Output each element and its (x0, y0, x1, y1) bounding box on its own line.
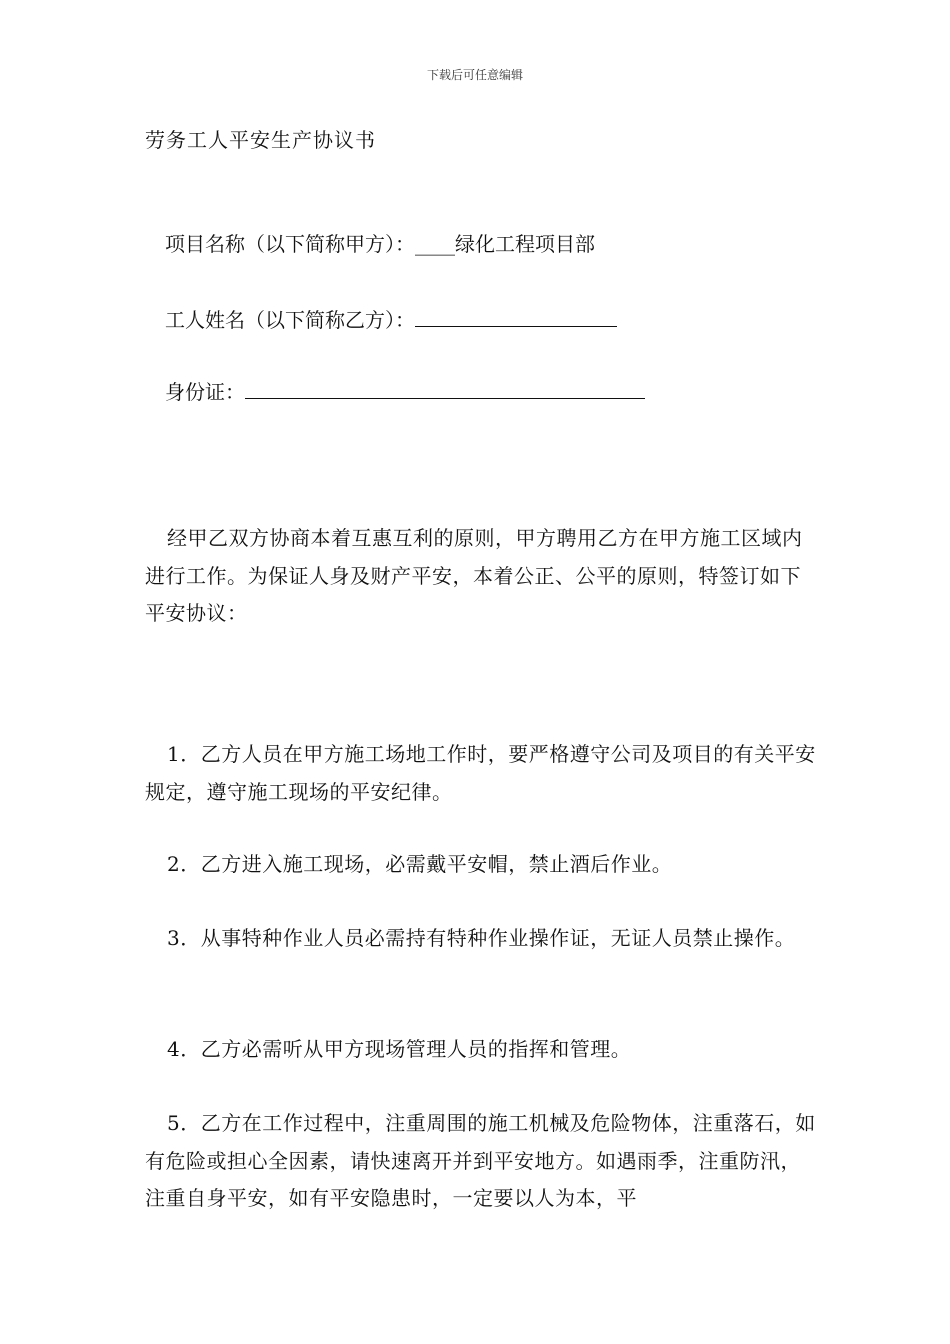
page-header-note: 下载后可任意编辑 (426, 68, 523, 82)
id-card-label: 身份证： (165, 380, 245, 404)
worker-name-blank (415, 304, 617, 327)
clause-1: 1．乙方人员在甲方施工场地工作时，要严格遵守公司及项目的有关平安规定，遵守施工现场的平安纪律。 (145, 742, 816, 804)
project-name-label: 项目名称（以下简称甲方）： (165, 232, 415, 256)
clause-2: 2．乙方进入施工现场，必需戴平安帽，禁止酒后作业。 (167, 852, 673, 876)
project-name-field (165, 229, 595, 259)
clause-5: 5．乙方在工作过程中，注重周围的施工机械及危险物体，注重落石，如有危险或担心全因素，请快速离开并到平安地方。如遇雨季，注重防汛，注重自身平安，如有平安隐患时，一定要以人为本，平 (145, 1111, 816, 1210)
document-title: 劳务工人平安生产协议书 (145, 128, 376, 152)
project-name-value: 绿化工程项目部 (455, 232, 595, 256)
id-card-field (165, 376, 645, 407)
worker-name-label: 工人姓名（以下简称乙方）： (165, 308, 415, 332)
id-card-blank (245, 376, 645, 399)
project-name-blank: ____ (415, 232, 455, 256)
intro-paragraph: 经甲乙双方协商本着互惠互利的原则，甲方聘用乙方在甲方施工区域内进行工作。为保证人身及财产平安，本着公正、公平的原则，特签订如下平安协议： (145, 526, 803, 625)
worker-name-field (165, 304, 617, 335)
clause-3: 3．从事特种作业人员必需持有特种作业操作证，无证人员禁止操作。 (167, 926, 796, 950)
clause-4: 4．乙方必需听从甲方现场管理人员的指挥和管理。 (167, 1037, 632, 1061)
